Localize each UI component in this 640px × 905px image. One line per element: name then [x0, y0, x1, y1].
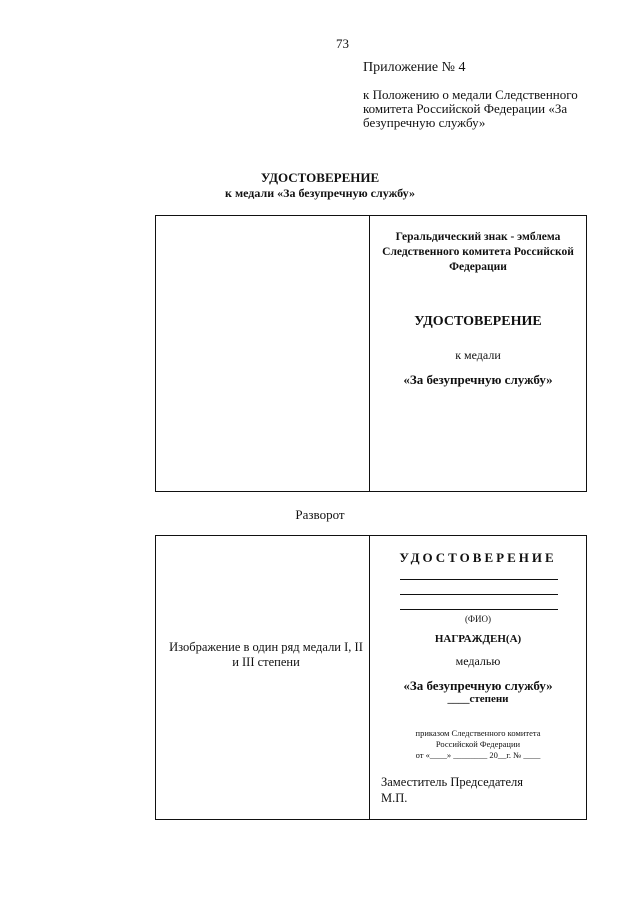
spread-title: УДОСТОВЕРЕНИЕ	[399, 550, 557, 565]
medal-image-caption: Изображение в один ряд медали I, II и III степени	[169, 640, 363, 669]
fio-line	[400, 609, 558, 610]
cover-title: УДОСТОВЕРЕНИЕ	[414, 314, 542, 329]
fio-line	[400, 579, 558, 580]
emblem-placeholder-text: Геральдический знак - эмблема Следственного комитета Российской Федерации	[382, 231, 574, 273]
degree-field: ____степени	[447, 693, 509, 705]
document-subtitle: к медали «За безупречную службу»	[225, 186, 415, 200]
deputy-title: Заместитель Председателя	[381, 775, 524, 789]
stamp-label: М.П.	[381, 791, 408, 805]
order-line: приказом Следственного комитета	[415, 728, 541, 738]
annex-title: Приложение № 4	[363, 60, 466, 75]
fio-label: (ФИО)	[464, 614, 492, 624]
order-line: Российской Федерации	[435, 739, 521, 749]
annex-subtitle: к Положению о медали Следственного комитета Российской Федерации «За безупречную службу»	[363, 87, 578, 130]
cover-to-medal: к медали	[455, 348, 501, 362]
cover-medal-name: «За безупречную службу»	[403, 372, 553, 387]
certificate-cover	[155, 215, 587, 492]
order-block	[370, 728, 586, 761]
page-number: 73	[336, 36, 349, 51]
certificate-spread	[155, 535, 587, 820]
spread-medal-name: «За безупречную службу»	[403, 678, 553, 693]
signature-block	[381, 774, 523, 806]
awarded-label: НАГРАЖДЕН(А)	[434, 633, 522, 645]
order-line: от «____» ________ 20__г. № ____	[415, 750, 541, 760]
medal-word: медалью	[455, 654, 501, 668]
fio-line	[400, 594, 558, 595]
spread-label: Разворот	[295, 507, 345, 522]
document-title: УДОСТОВЕРЕНИЕ	[260, 170, 380, 185]
